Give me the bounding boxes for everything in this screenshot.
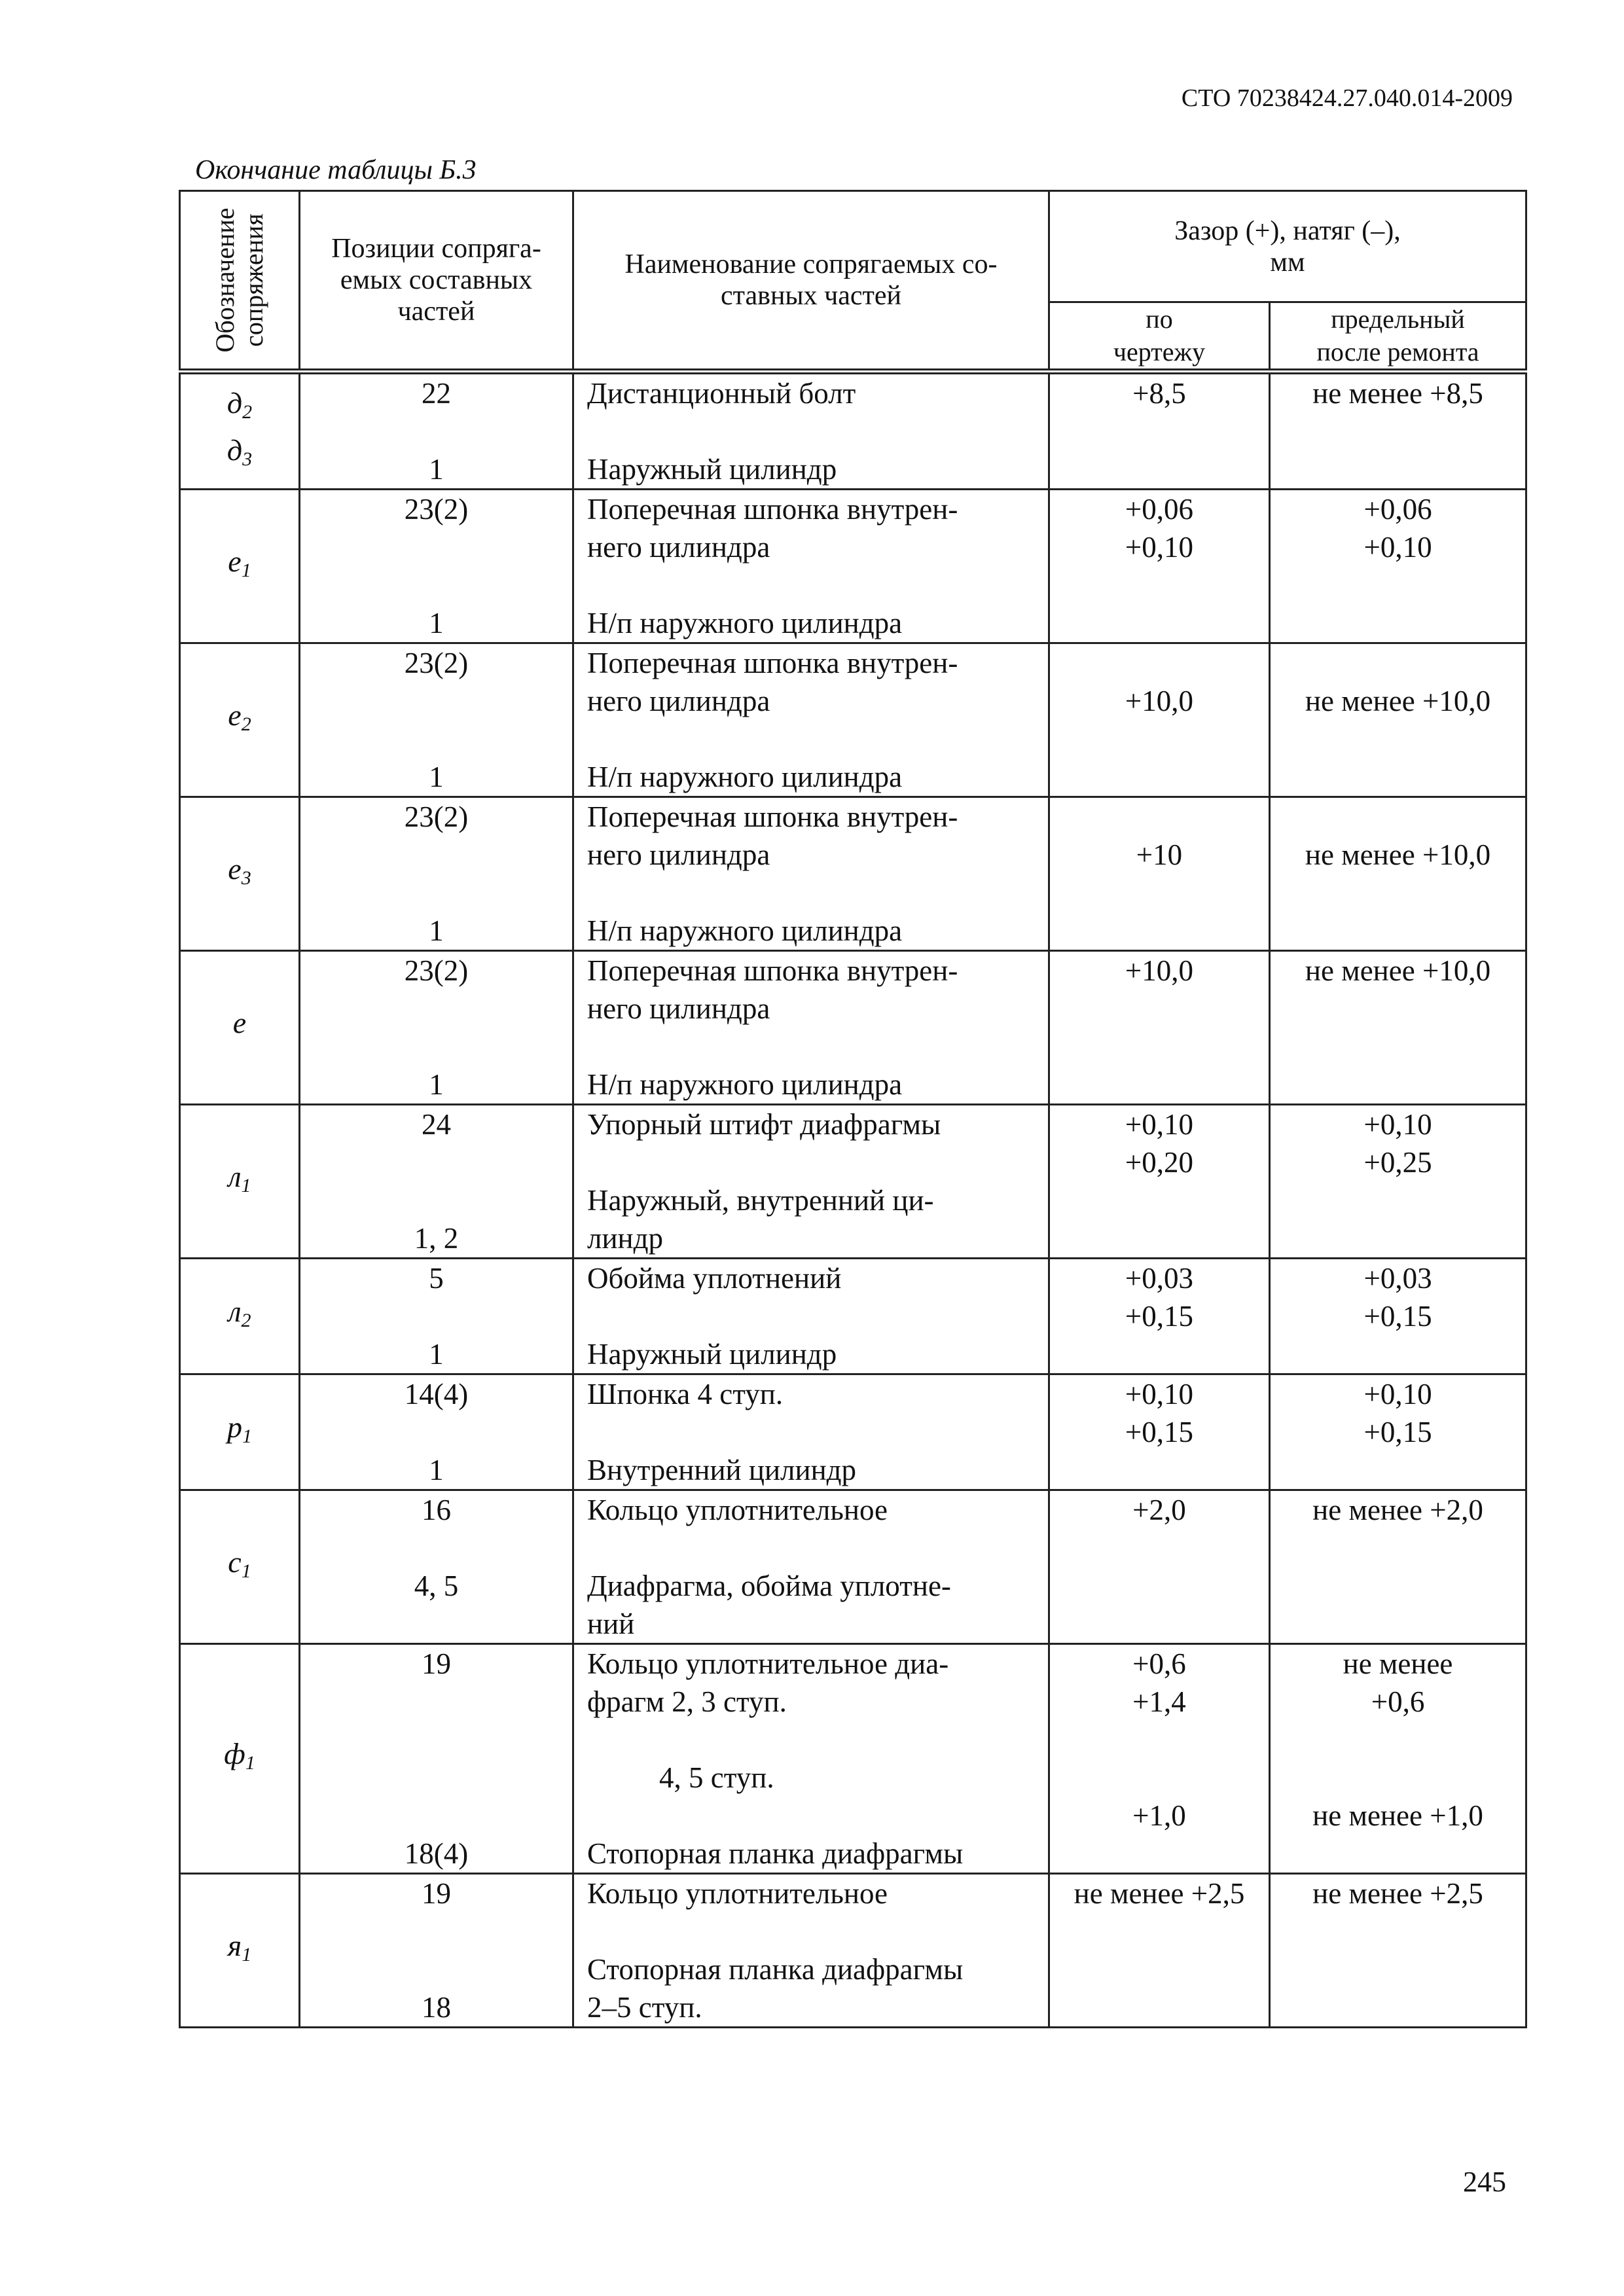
positions-cell xyxy=(300,797,573,951)
by-drawing-value xyxy=(1050,990,1269,1028)
position-line: 18(4) xyxy=(404,1837,469,1870)
position-line xyxy=(300,1683,572,1721)
mating-code xyxy=(180,643,300,797)
table-row xyxy=(180,643,1526,797)
by-drawing-value xyxy=(1050,1335,1269,1373)
by-drawing-value xyxy=(1050,1912,1269,1950)
mating-code-line xyxy=(181,1293,298,1340)
name-line: Наружный цилиндр xyxy=(587,453,837,486)
by-drawing-value: +8,5 xyxy=(1132,377,1186,410)
mating-code-letter: л xyxy=(228,1160,242,1193)
table-row xyxy=(180,797,1526,951)
names-cell xyxy=(573,1259,1049,1374)
by-drawing-value xyxy=(1050,1950,1269,1988)
mating-code xyxy=(180,1374,300,1490)
by-drawing-value: +10,0 xyxy=(1125,954,1194,987)
limit-value: не менее +2,0 xyxy=(1312,1494,1483,1526)
limit-cell xyxy=(1270,372,1526,490)
position-line xyxy=(300,566,572,604)
limit-value: не менее +1,0 xyxy=(1312,1799,1483,1832)
position-line: 1 xyxy=(429,453,444,486)
position-line: 1 xyxy=(429,1338,444,1371)
limit-value xyxy=(1271,644,1525,682)
position-line xyxy=(300,1413,572,1451)
by-drawing-cell xyxy=(1049,1490,1270,1644)
by-drawing-value xyxy=(1050,1988,1269,2026)
limit-value xyxy=(1271,1219,1525,1257)
position-line: 1, 2 xyxy=(414,1222,459,1255)
by-drawing-value: +0,10 xyxy=(1125,1108,1194,1141)
header-positions xyxy=(300,191,573,372)
positions-cell xyxy=(300,1105,573,1259)
name-line: Поперечная шпонка внутрен- xyxy=(587,493,958,526)
table-row xyxy=(180,951,1526,1105)
limit-value: +0,10 xyxy=(1363,1378,1432,1410)
limit-value: не менее xyxy=(1343,1647,1453,1680)
limit-value xyxy=(1271,1835,1525,1873)
by-drawing-value xyxy=(1050,1529,1269,1567)
limit-cell xyxy=(1270,490,1526,643)
position-line: 18 xyxy=(422,1991,451,2024)
positions-cell xyxy=(300,1874,573,2028)
by-drawing-value: +1,4 xyxy=(1132,1685,1186,1718)
mating-code-letter: д xyxy=(226,386,243,420)
limit-cell xyxy=(1270,797,1526,951)
header-limit-line-2: после ремонта xyxy=(1316,337,1479,367)
by-drawing-value xyxy=(1050,912,1269,950)
mating-code-line xyxy=(181,1927,298,1974)
name-line: Кольцо уплотнительное xyxy=(587,1494,888,1526)
by-drawing-cell xyxy=(1049,951,1270,1105)
name-line: Кольцо уплотнительное диа- xyxy=(587,1647,949,1680)
table-row xyxy=(180,490,1526,643)
by-drawing-value: +0,6 xyxy=(1132,1647,1186,1680)
name-line xyxy=(574,1413,1048,1451)
name-line: Наружный, внутренний ци- xyxy=(587,1184,934,1217)
mating-code-letter: д xyxy=(226,433,243,467)
limit-value: +0,10 xyxy=(1363,531,1432,564)
limit-value xyxy=(1271,1950,1525,1988)
position-line: 4, 5 xyxy=(414,1570,459,1602)
limit-value xyxy=(1271,758,1525,796)
position-line xyxy=(300,1028,572,1066)
limit-value xyxy=(1271,720,1525,758)
by-drawing-value xyxy=(1050,566,1269,604)
by-drawing-value xyxy=(1050,1066,1269,1103)
by-drawing-value: +0,10 xyxy=(1125,1378,1194,1410)
mating-code-subscript: 1 xyxy=(241,560,251,581)
position-line xyxy=(300,720,572,758)
name-line: него цилиндра xyxy=(587,838,770,871)
position-line: 23(2) xyxy=(404,954,469,987)
limit-cell xyxy=(1270,1874,1526,2028)
limit-value xyxy=(1271,1567,1525,1605)
name-line: Стопорная планка диафрагмы xyxy=(587,1953,964,1986)
name-line: Н/п наружного цилиндра xyxy=(587,914,903,947)
mating-code-subscript: 1 xyxy=(241,1175,251,1196)
positions-cell xyxy=(300,1259,573,1374)
positions-cell xyxy=(300,643,573,797)
names-cell xyxy=(573,490,1049,643)
position-line xyxy=(300,1950,572,1988)
name-line xyxy=(574,1721,1048,1759)
mating-code xyxy=(180,1874,300,2028)
name-line xyxy=(574,1028,1048,1066)
table-row xyxy=(180,1259,1526,1374)
mating-code xyxy=(180,490,300,643)
position-line: 5 xyxy=(429,1262,444,1295)
position-line xyxy=(300,1297,572,1335)
limit-value xyxy=(1271,604,1525,642)
name-line: фрагм 2, 3 ступ. xyxy=(587,1685,787,1718)
by-drawing-value xyxy=(1050,1759,1269,1797)
header-limit xyxy=(1270,302,1526,372)
name-line: Поперечная шпонка внутрен- xyxy=(587,954,958,987)
mating-code-letter: с xyxy=(228,1545,242,1579)
mating-code-letter: ф xyxy=(224,1737,245,1770)
mating-code-subscript: 1 xyxy=(245,1752,255,1774)
name-line: него цилиндра xyxy=(587,531,770,564)
by-drawing-value xyxy=(1050,1721,1269,1759)
name-line xyxy=(574,1297,1048,1335)
position-line: 23(2) xyxy=(404,647,469,679)
by-drawing-cell xyxy=(1049,372,1270,490)
mating-code xyxy=(180,372,300,490)
position-line: 23(2) xyxy=(404,493,469,526)
table-row xyxy=(180,1374,1526,1490)
name-line: 2–5 ступ. xyxy=(587,1991,702,2024)
name-line: Наружный цилиндр xyxy=(587,1338,837,1371)
limit-value xyxy=(1271,1529,1525,1567)
position-line xyxy=(300,528,572,566)
limit-value: +0,15 xyxy=(1363,1300,1432,1333)
limit-value xyxy=(1271,1721,1525,1759)
names-cell xyxy=(573,643,1049,797)
mating-code-subscript: 3 xyxy=(242,448,253,470)
limit-value: +0,06 xyxy=(1363,493,1432,526)
limit-value xyxy=(1271,450,1525,488)
limit-value: +0,10 xyxy=(1363,1108,1432,1141)
header-by-drawing-line-2: чертежу xyxy=(1113,337,1206,367)
name-line xyxy=(574,720,1048,758)
limit-value xyxy=(1271,1028,1525,1066)
limit-value xyxy=(1271,1066,1525,1103)
by-drawing-cell xyxy=(1049,797,1270,951)
by-drawing-cell xyxy=(1049,490,1270,643)
limit-value xyxy=(1271,1988,1525,2026)
mating-code-letter: е xyxy=(232,1006,247,1039)
header-code-line-1: Обозначение xyxy=(210,207,240,353)
position-line: 14(4) xyxy=(404,1378,469,1410)
position-line xyxy=(300,990,572,1028)
name-line xyxy=(574,412,1048,450)
header-names xyxy=(573,191,1049,372)
limit-value: +0,6 xyxy=(1371,1685,1425,1718)
name-line: Н/п наружного цилиндра xyxy=(587,761,903,793)
name-line: Кольцо уплотнительное xyxy=(587,1877,888,1910)
name-line: Внутренний цилиндр xyxy=(587,1454,857,1486)
by-drawing-value: +0,20 xyxy=(1125,1146,1194,1179)
limit-value: не менее +10,0 xyxy=(1305,954,1491,987)
position-line xyxy=(300,682,572,720)
position-line xyxy=(300,1759,572,1797)
limit-cell xyxy=(1270,1374,1526,1490)
names-cell xyxy=(573,372,1049,490)
by-drawing-cell xyxy=(1049,1644,1270,1874)
position-line xyxy=(300,1605,572,1643)
by-drawing-value xyxy=(1050,412,1269,450)
mating-code-line xyxy=(181,1543,298,1590)
header-limit-line-1: предельный xyxy=(1331,304,1465,334)
table-caption: Окончание таблицы Б.3 xyxy=(195,155,477,185)
positions-cell xyxy=(300,1490,573,1644)
limit-value: не менее +2,5 xyxy=(1312,1877,1483,1910)
header-names-line-1: Наименование сопрягаемых со- xyxy=(624,249,998,279)
table-body xyxy=(180,372,1526,2028)
position-line: 19 xyxy=(422,1647,451,1680)
by-drawing-value xyxy=(1050,758,1269,796)
by-drawing-value xyxy=(1050,874,1269,912)
position-line xyxy=(300,1529,572,1567)
limit-value: +0,25 xyxy=(1363,1146,1432,1179)
name-line xyxy=(574,566,1048,604)
by-drawing-value xyxy=(1050,1567,1269,1605)
position-line: 1 xyxy=(429,761,444,793)
by-drawing-value: +0,15 xyxy=(1125,1416,1194,1448)
clearance-table xyxy=(179,190,1527,2028)
position-line: 16 xyxy=(422,1494,451,1526)
table-row xyxy=(180,1874,1526,2028)
by-drawing-value xyxy=(1050,720,1269,758)
mating-code-line xyxy=(181,1158,298,1205)
limit-value xyxy=(1271,1335,1525,1373)
mating-code-subscript: 2 xyxy=(242,401,253,423)
name-line xyxy=(574,1143,1048,1181)
mating-code-letter: е xyxy=(228,852,242,886)
mating-code xyxy=(180,797,300,951)
header-positions-line-3: частей xyxy=(397,296,475,327)
mating-code-letter: е xyxy=(228,545,242,578)
position-line: 1 xyxy=(429,1454,444,1486)
by-drawing-value xyxy=(1050,604,1269,642)
limit-value xyxy=(1271,1912,1525,1950)
names-cell xyxy=(573,1374,1049,1490)
mating-code-letter: е xyxy=(228,698,242,732)
names-cell xyxy=(573,1490,1049,1644)
name-line xyxy=(574,1797,1048,1835)
position-line: 23(2) xyxy=(404,800,469,833)
by-drawing-value xyxy=(1050,1451,1269,1489)
position-line xyxy=(300,874,572,912)
name-line: 4, 5 ступ. xyxy=(659,1761,774,1794)
header-positions-line-1: Позиции сопряга- xyxy=(331,234,541,264)
by-drawing-value xyxy=(1050,1605,1269,1643)
name-line: Шпонка 4 ступ. xyxy=(587,1378,784,1410)
limit-value xyxy=(1271,1181,1525,1219)
name-line: Дистанционный болт xyxy=(587,377,856,410)
position-line xyxy=(300,1181,572,1219)
name-line xyxy=(574,1912,1048,1950)
limit-value xyxy=(1271,566,1525,604)
header-by-drawing-line-1: по xyxy=(1146,304,1173,334)
by-drawing-value: +0,06 xyxy=(1125,493,1194,526)
by-drawing-value: +2,0 xyxy=(1132,1494,1186,1526)
mating-code-subscript: 1 xyxy=(241,1560,251,1582)
by-drawing-value xyxy=(1050,644,1269,682)
header-clearance-line-1: Зазор (+), натяг (–), xyxy=(1174,215,1401,246)
position-line: 24 xyxy=(422,1108,451,1141)
by-drawing-value: +1,0 xyxy=(1132,1799,1186,1832)
position-line xyxy=(300,1912,572,1950)
by-drawing-cell xyxy=(1049,1259,1270,1374)
name-line xyxy=(574,1529,1048,1567)
names-cell xyxy=(573,797,1049,951)
positions-cell xyxy=(300,490,573,643)
name-line: него цилиндра xyxy=(587,992,770,1025)
limit-value xyxy=(1271,1759,1525,1797)
mating-code-line xyxy=(181,1735,298,1782)
header-clearance-line-2: мм xyxy=(1270,247,1305,278)
position-line: 1 xyxy=(429,607,444,639)
mating-code xyxy=(180,1105,300,1259)
position-line xyxy=(300,836,572,874)
header-names-line-2: ставных частей xyxy=(720,281,902,311)
mating-code-letter: я xyxy=(227,1929,242,1962)
by-drawing-value: +0,10 xyxy=(1125,531,1194,564)
positions-cell xyxy=(300,1374,573,1490)
name-line: него цилиндра xyxy=(587,685,770,717)
limit-value xyxy=(1271,412,1525,450)
name-line: линдр xyxy=(587,1222,664,1255)
mating-code xyxy=(180,1259,300,1374)
limit-cell xyxy=(1270,1490,1526,1644)
name-line: Стопорная планка диафрагмы xyxy=(587,1837,964,1870)
limit-value: не менее +10,0 xyxy=(1305,685,1491,717)
limit-cell xyxy=(1270,951,1526,1105)
limit-value xyxy=(1271,990,1525,1028)
name-line: Обойма уплотнений xyxy=(587,1262,842,1295)
by-drawing-value: +10,0 xyxy=(1125,685,1194,717)
limit-value: не менее +10,0 xyxy=(1305,838,1491,871)
mating-code xyxy=(180,1490,300,1644)
names-cell xyxy=(573,1874,1049,2028)
mating-code-line xyxy=(181,1004,298,1051)
mating-code xyxy=(180,1644,300,1874)
name-line: Упорный штифт диафрагмы xyxy=(587,1108,941,1141)
limit-value: +0,03 xyxy=(1363,1262,1432,1295)
position-line xyxy=(300,1797,572,1835)
name-line: Н/п наружного цилиндра xyxy=(587,607,903,639)
names-cell xyxy=(573,1644,1049,1874)
mating-code-line xyxy=(181,850,298,897)
by-drawing-cell xyxy=(1049,1874,1270,2028)
limit-cell xyxy=(1270,643,1526,797)
mating-code-subscript: 2 xyxy=(241,1310,251,1331)
by-drawing-value xyxy=(1050,1181,1269,1219)
by-drawing-value xyxy=(1050,1835,1269,1873)
positions-cell xyxy=(300,1644,573,1874)
mating-code-line xyxy=(181,431,298,478)
page-number: 245 xyxy=(1463,2166,1506,2198)
mating-code-subscript: 2 xyxy=(241,713,251,735)
header-positions-line-2: емых составных xyxy=(340,265,533,295)
limit-value: +0,15 xyxy=(1363,1416,1432,1448)
mating-code-subscript: 1 xyxy=(242,1426,252,1447)
limit-value xyxy=(1271,1605,1525,1643)
mating-code xyxy=(180,951,300,1105)
limit-cell xyxy=(1270,1259,1526,1374)
header-code xyxy=(180,191,300,372)
name-line xyxy=(574,874,1048,912)
by-drawing-cell xyxy=(1049,1374,1270,1490)
name-line: Поперечная шпонка внутрен- xyxy=(587,800,958,833)
limit-value xyxy=(1271,912,1525,950)
mating-code-letter: р xyxy=(227,1410,242,1444)
mating-code-line xyxy=(181,696,298,744)
by-drawing-cell xyxy=(1049,643,1270,797)
by-drawing-value: +0,15 xyxy=(1125,1300,1194,1333)
limit-cell xyxy=(1270,1105,1526,1259)
limit-cell xyxy=(1270,1644,1526,1874)
name-line: Поперечная шпонка внутрен- xyxy=(587,647,958,679)
mating-code-line xyxy=(181,543,298,590)
table-row xyxy=(180,1490,1526,1644)
positions-cell xyxy=(300,951,573,1105)
limit-value xyxy=(1271,874,1525,912)
table-row xyxy=(180,1105,1526,1259)
limit-value xyxy=(1271,1451,1525,1489)
position-line xyxy=(300,1721,572,1759)
mating-code-subscript: 1 xyxy=(242,1944,252,1965)
position-line: 22 xyxy=(422,377,451,410)
position-line: 1 xyxy=(429,914,444,947)
by-drawing-value: +10 xyxy=(1136,838,1183,871)
name-line: Диафрагма, обойма уплотне- xyxy=(587,1570,951,1602)
table-row xyxy=(180,372,1526,490)
by-drawing-value xyxy=(1050,450,1269,488)
position-line: 1 xyxy=(429,1068,444,1101)
by-drawing-value: не менее +2,5 xyxy=(1074,1877,1245,1910)
header-code-line-2: сопряжения xyxy=(239,213,268,347)
by-drawing-value xyxy=(1050,1028,1269,1066)
positions-cell xyxy=(300,372,573,490)
limit-value: не менее +8,5 xyxy=(1312,377,1483,410)
by-drawing-value xyxy=(1050,798,1269,836)
mating-code-subscript: 3 xyxy=(241,867,251,889)
mating-code-letter: л xyxy=(228,1295,242,1328)
position-line xyxy=(300,1143,572,1181)
name-line: Н/п наружного цилиндра xyxy=(587,1068,903,1101)
limit-value xyxy=(1271,798,1525,836)
names-cell xyxy=(573,951,1049,1105)
mating-code-line xyxy=(181,1408,298,1456)
header-by-drawing xyxy=(1049,302,1270,372)
names-cell xyxy=(573,1105,1049,1259)
table-row xyxy=(180,1644,1526,1874)
by-drawing-cell xyxy=(1049,1105,1270,1259)
mating-code-line xyxy=(181,384,298,431)
position-line xyxy=(300,412,572,450)
by-drawing-value xyxy=(1050,1219,1269,1257)
position-line: 19 xyxy=(422,1877,451,1910)
document-code: СТО 70238424.27.040.014-2009 xyxy=(1181,84,1513,112)
header-clearance xyxy=(1049,191,1526,302)
name-line: ний xyxy=(587,1607,635,1640)
by-drawing-value: +0,03 xyxy=(1125,1262,1194,1295)
